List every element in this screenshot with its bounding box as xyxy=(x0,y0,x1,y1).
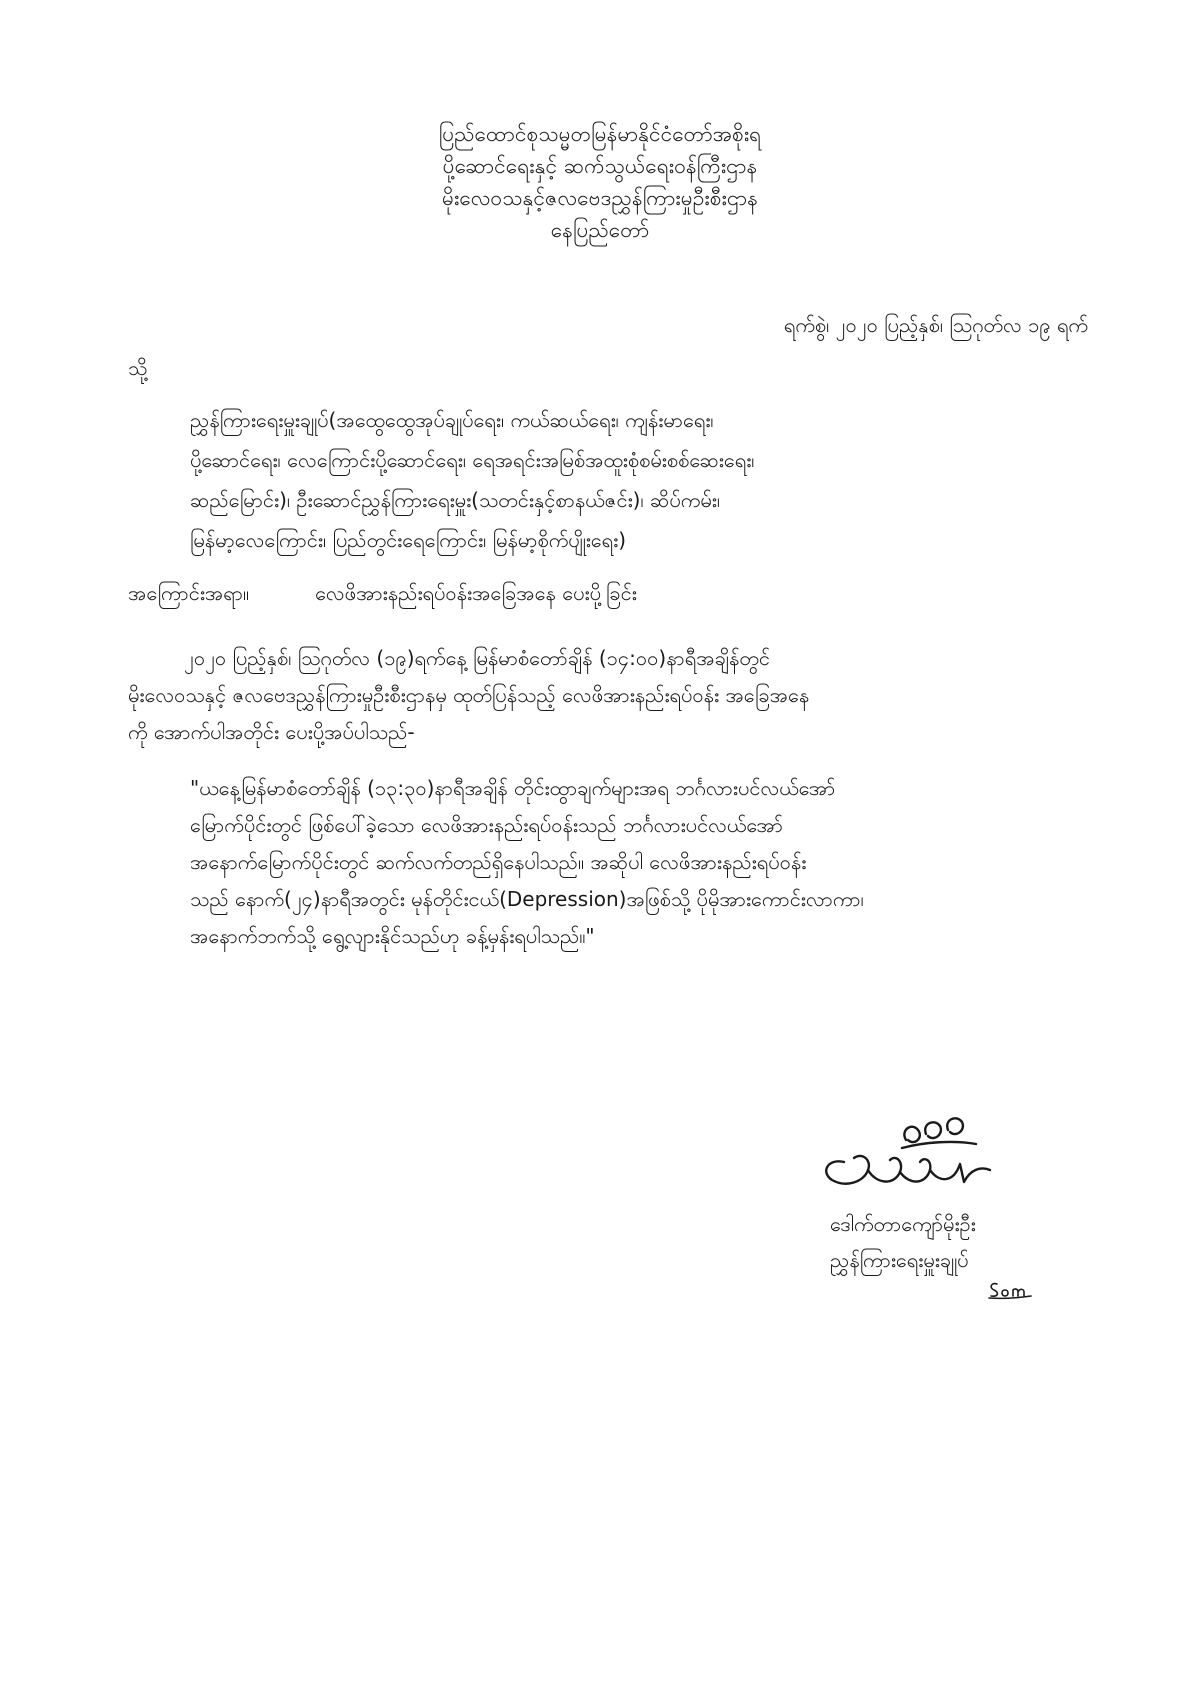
signer-block xyxy=(830,1206,976,1278)
letterhead-ministry: ပို့ဆောင်ရေးနှင့် ဆက်သွယ်ရေးဝန်ကြီးဌာန xyxy=(442,154,758,178)
letterhead-government: ပြည်ထောင်စုသမ္မတမြန်မာနိုင်ငံတော်အစိုးရ xyxy=(438,122,762,146)
subject-label: အကြောင်းအရာ။ xyxy=(128,581,250,605)
to-label: သို့ xyxy=(128,356,148,380)
body-line: မိုးလေဝသနှင့် ဇလဗေဒညွှန်ကြားမှုဦးစီးဌာနမှ ထုတ်ပြန်သည့် လေဖိအားနည်းရပ်ဝန်း အခြေအနေ xyxy=(128,683,810,707)
quote-line: အနောက်ဘက်သို့ ရွေ့လျားနိုင်သည်ဟု ခန့်မှန်းရပါသည်။" xyxy=(190,924,595,948)
quote-line: မြောက်ပိုင်းတွင် ဖြစ်ပေါ်ခဲ့သော လေဖိအားနည်းရပ်ဝန်းသည် ဘင်္ဂလားပင်လယ်အော် xyxy=(190,813,783,837)
reference-date: ရက်စွဲ၊ ၂၀၂၀ ပြည့်နှစ်၊ ဩဂုတ်လ ၁၉ ရက် xyxy=(783,313,1088,337)
letterhead-department: မိုးလေဝသနှင့်ဇလဗေဒညွှန်ကြားမှုဦးစီးဌာန xyxy=(441,186,759,210)
letterhead xyxy=(0,118,1200,246)
recipient-line: ပို့ဆောင်ရေး၊ လေကြောင်းပို့ဆောင်ရေး၊ ရေအရင်းအမြစ်အထူးစုံစမ်းစစ်ဆေးရေး၊ xyxy=(190,448,755,472)
letterhead-city: နေပြည်တော် xyxy=(550,218,650,242)
body-line: ၂၀၂၀ ပြည့်နှစ်၊ ဩဂုတ်လ (၁၉)ရက်နေ့ မြန်မာစံတော်ချိန် (၁၄:၀၀)နာရီအချိန်တွင် xyxy=(184,646,770,670)
subject-text: လေဖိအားနည်းရပ်ဝန်းအခြေအနေ ပေးပို့ခြင်း xyxy=(315,581,637,605)
handwritten-initials xyxy=(985,1278,1035,1300)
body-paragraph xyxy=(128,640,1088,751)
quote-line: အနောက်မြောက်ပိုင်းတွင် ဆက်လက်တည်ရှိနေပါသည်။ အဆိုပါ လေဖိအားနည်းရပ်ဝန်း xyxy=(190,850,807,874)
recipient-line: မြန်မာ့လေကြောင်း၊ ပြည်တွင်းရေကြောင်း၊ မြန်မာ့စိုက်ပျိုးရေး) xyxy=(190,528,627,552)
body-line: ကို အောက်ပါအတိုင်း ပေးပို့အပ်ပါသည်- xyxy=(128,720,415,744)
quote-line: သည် နောက်(၂၄)နာရီအတွင်း မုန်တိုင်းငယ်(Depression)အဖြစ်သို့ ပိုမိုအားကောင်းလာကာ၊ xyxy=(190,887,864,911)
recipients-block xyxy=(190,400,1090,560)
quote-line: "ယနေ့မြန်မာစံတော်ချိန် (၁၃:၃၀)နာရီအချိန် တိုင်းထွာချက်များအရ ဘင်္ဂလားပင်လယ်အော် xyxy=(190,776,836,800)
signer-title: ညွှန်ကြားရေးမှူးချုပ် xyxy=(830,1248,969,1272)
signer-name: ဒေါက်တာကျော်မိုးဦး xyxy=(830,1212,976,1236)
quoted-forecast xyxy=(190,770,1090,955)
recipient-line: ဆည်မြောင်း)၊ ဦးဆောင်ညွှန်ကြားရေးမှူး(သတင်းနှင့်စာနယ်ဇင်း)၊ ဆိပ်ကမ်း၊ xyxy=(190,488,720,512)
subject-line xyxy=(128,580,637,610)
recipient-line: ညွှန်ကြားရေးမှူးချုပ်(အထွေထွေအုပ်ချုပ်ရေး၊ ကယ်ဆယ်ရေး၊ ကျန်းမာရေး၊ xyxy=(190,408,714,432)
handwritten-signature xyxy=(814,1100,1024,1200)
